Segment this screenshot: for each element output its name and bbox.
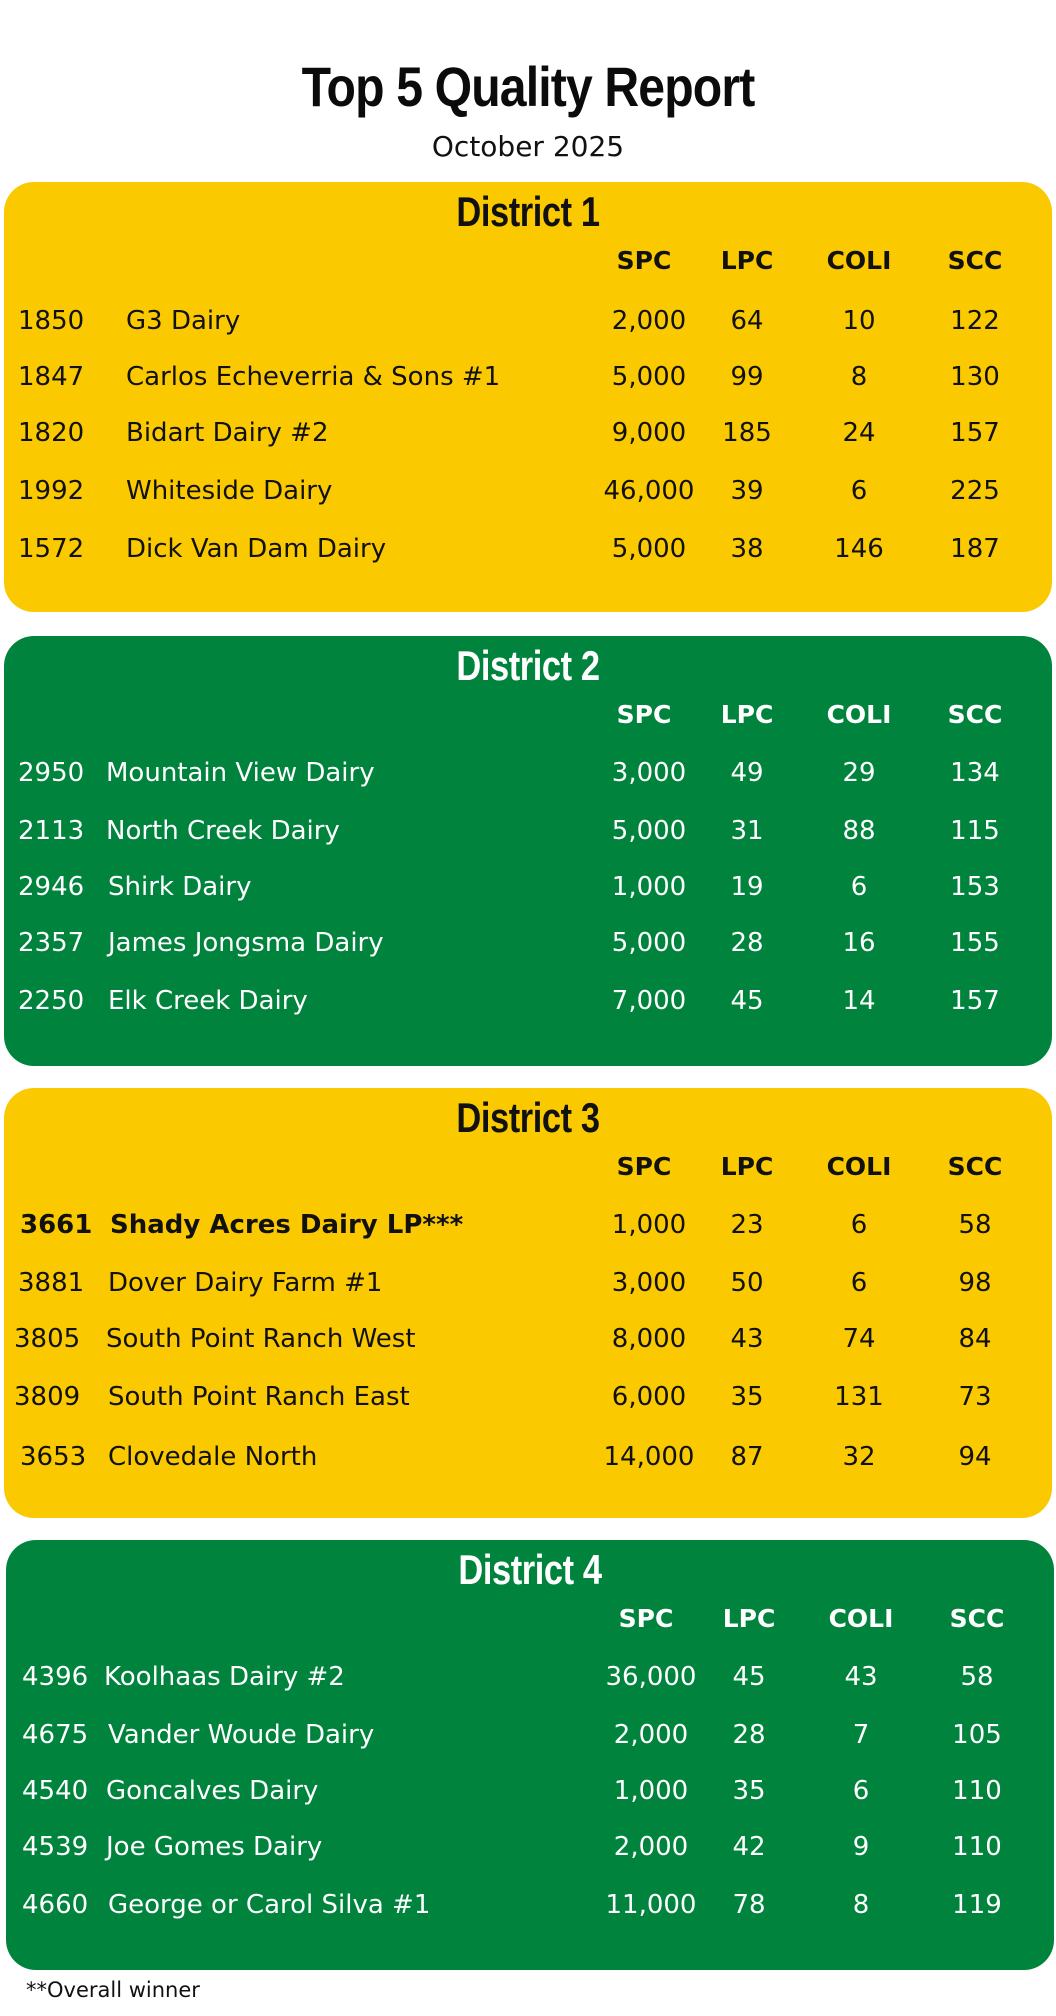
spc-value: 3,000	[611, 758, 687, 788]
lpc-value: 50	[730, 1268, 764, 1298]
dairy-id: 3805	[14, 1324, 81, 1354]
table-row	[4, 362, 1052, 402]
scc-value: 130	[950, 362, 1000, 392]
table-row	[6, 1662, 1054, 1702]
dairy-name: Shady Acres Dairy LP***	[110, 1210, 464, 1240]
dairy-id: 4539	[22, 1832, 89, 1862]
district-4-panel	[6, 1540, 1054, 1970]
scc-value: 134	[950, 758, 1000, 788]
scc-value: 225	[950, 476, 1000, 506]
spc-value: 3,000	[611, 1268, 687, 1298]
table-row	[6, 1890, 1054, 1930]
lpc-value: 39	[730, 476, 764, 506]
dairy-id: 2357	[18, 928, 85, 958]
table-row	[4, 1324, 1052, 1364]
table-row	[4, 1268, 1052, 1308]
report-title: Top 5 Quality Report	[301, 55, 755, 118]
dairy-id: 4675	[22, 1720, 89, 1750]
col-header-spc: SPC	[618, 1604, 674, 1633]
scc-value: 98	[958, 1268, 992, 1298]
dairy-id: 1992	[18, 476, 85, 506]
dairy-id: 2946	[18, 872, 85, 902]
scc-value: 153	[950, 872, 1000, 902]
lpc-value: 64	[730, 306, 764, 336]
lpc-value: 23	[730, 1210, 764, 1240]
lpc-value: 19	[730, 872, 764, 902]
table-row	[4, 1442, 1052, 1482]
dairy-name: Koolhaas Dairy #2	[104, 1662, 345, 1692]
col-header-spc: SPC	[616, 1152, 672, 1181]
lpc-value: 43	[730, 1324, 764, 1354]
district-title: District 2	[456, 642, 600, 689]
table-row	[6, 1776, 1054, 1816]
coli-value: 9	[852, 1832, 870, 1862]
dairy-name: Dick Van Dam Dairy	[126, 534, 387, 564]
dairy-name: North Creek Dairy	[106, 816, 340, 846]
dairy-name: Whiteside Dairy	[126, 476, 333, 506]
dairy-id: 1847	[18, 362, 85, 392]
table-row	[4, 418, 1052, 458]
spc-value: 5,000	[611, 816, 687, 846]
dairy-name: George or Carol Silva #1	[108, 1890, 431, 1920]
spc-value: 14,000	[603, 1442, 695, 1472]
dairy-name: Goncalves Dairy	[106, 1776, 319, 1806]
lpc-value: 78	[732, 1890, 766, 1920]
scc-value: 119	[952, 1890, 1002, 1920]
dairy-name: Shirk Dairy	[108, 872, 252, 902]
coli-value: 88	[842, 816, 876, 846]
spc-value: 1,000	[613, 1776, 689, 1806]
col-header-scc: SCC	[947, 1152, 1003, 1181]
scc-value: 157	[950, 418, 1000, 448]
col-header-lpc: LPC	[722, 1604, 776, 1633]
col-header-coli: COLI	[826, 1152, 892, 1181]
scc-value: 187	[950, 534, 1000, 564]
dairy-name: G3 Dairy	[126, 306, 241, 336]
dairy-id: 4396	[22, 1662, 89, 1692]
spc-value: 2,000	[611, 306, 687, 336]
coli-value: 10	[842, 306, 876, 336]
spc-value: 5,000	[611, 928, 687, 958]
col-header-coli: COLI	[826, 700, 892, 729]
col-header-lpc: LPC	[720, 246, 774, 275]
dairy-name: Joe Gomes Dairy	[106, 1832, 323, 1862]
coli-value: 43	[844, 1662, 878, 1692]
lpc-value: 45	[732, 1662, 766, 1692]
coli-value: 6	[850, 476, 868, 506]
dairy-id: 1820	[18, 418, 85, 448]
report-subtitle: October 2025	[431, 130, 625, 163]
dairy-name: South Point Ranch East	[108, 1382, 410, 1412]
lpc-value: 35	[732, 1776, 766, 1806]
dairy-id: 2113	[18, 816, 85, 846]
dairy-name: James Jongsma Dairy	[108, 928, 384, 958]
dairy-id: 3881	[18, 1268, 85, 1298]
col-header-spc: SPC	[616, 246, 672, 275]
dairy-id: 4660	[22, 1890, 89, 1920]
spc-value: 36,000	[605, 1662, 697, 1692]
table-row	[4, 476, 1052, 516]
dairy-name: Carlos Echeverria & Sons #1	[126, 362, 501, 392]
coli-value: 131	[834, 1382, 884, 1412]
table-row	[4, 816, 1052, 856]
scc-value: 94	[958, 1442, 992, 1472]
col-header-scc: SCC	[947, 246, 1003, 275]
lpc-value: 28	[730, 928, 764, 958]
coli-value: 32	[842, 1442, 876, 1472]
district-2-panel	[4, 636, 1052, 1066]
dairy-id: 1572	[18, 534, 85, 564]
district-3-panel	[4, 1088, 1052, 1518]
district-title: District 4	[458, 1546, 602, 1593]
coli-value: 8	[850, 362, 868, 392]
scc-value: 110	[952, 1832, 1002, 1862]
dairy-name: Elk Creek Dairy	[108, 986, 308, 1016]
lpc-value: 99	[730, 362, 764, 392]
scc-value: 110	[952, 1776, 1002, 1806]
col-header-scc: SCC	[949, 1604, 1005, 1633]
dairy-id: 4540	[22, 1776, 89, 1806]
lpc-value: 31	[730, 816, 764, 846]
spc-value: 5,000	[611, 362, 687, 392]
spc-value: 8,000	[611, 1324, 687, 1354]
coli-value: 74	[842, 1324, 876, 1354]
scc-value: 122	[950, 306, 1000, 336]
coli-value: 146	[834, 534, 884, 564]
spc-value: 2,000	[613, 1832, 689, 1862]
coli-value: 6	[852, 1776, 870, 1806]
scc-value: 58	[958, 1210, 992, 1240]
coli-value: 7	[852, 1720, 870, 1750]
col-header-spc: SPC	[616, 700, 672, 729]
coli-value: 16	[842, 928, 876, 958]
spc-value: 46,000	[603, 476, 695, 506]
spc-value: 6,000	[611, 1382, 687, 1412]
lpc-value: 35	[730, 1382, 764, 1412]
scc-value: 84	[958, 1324, 992, 1354]
col-header-lpc: LPC	[720, 1152, 774, 1181]
dairy-id: 1850	[18, 306, 85, 336]
scc-value: 58	[960, 1662, 994, 1692]
dairy-name: Bidart Dairy #2	[126, 418, 329, 448]
district-title: District 1	[456, 188, 600, 235]
table-row	[4, 758, 1052, 798]
table-row	[4, 928, 1052, 968]
table-row	[4, 872, 1052, 912]
spc-value: 1,000	[611, 1210, 687, 1240]
table-row	[4, 534, 1052, 574]
scc-value: 115	[950, 816, 1000, 846]
district-1-panel	[4, 182, 1052, 612]
spc-value: 5,000	[611, 534, 687, 564]
table-row	[6, 1832, 1054, 1872]
lpc-value: 38	[730, 534, 764, 564]
table-row	[4, 986, 1052, 1026]
col-header-coli: COLI	[826, 246, 892, 275]
spc-value: 7,000	[611, 986, 687, 1016]
dairy-id: 3809	[14, 1382, 81, 1412]
coli-value: 29	[842, 758, 876, 788]
scc-value: 157	[950, 986, 1000, 1016]
lpc-value: 42	[732, 1832, 766, 1862]
lpc-value: 185	[722, 418, 772, 448]
dairy-name: Clovedale North	[108, 1442, 318, 1472]
coli-value: 6	[850, 1268, 868, 1298]
col-header-coli: COLI	[828, 1604, 894, 1633]
coli-value: 6	[850, 1210, 868, 1240]
dairy-name: Mountain View Dairy	[106, 758, 375, 788]
col-header-lpc: LPC	[720, 700, 774, 729]
coli-value: 24	[842, 418, 876, 448]
dairy-name: South Point Ranch West	[106, 1324, 416, 1354]
footnote: **Overall winner	[26, 1978, 200, 2002]
col-header-scc: SCC	[947, 700, 1003, 729]
spc-value: 9,000	[611, 418, 687, 448]
spc-value: 2,000	[613, 1720, 689, 1750]
table-row	[4, 306, 1052, 346]
lpc-value: 49	[730, 758, 764, 788]
coli-value: 6	[850, 872, 868, 902]
table-row	[4, 1382, 1052, 1422]
spc-value: 1,000	[611, 872, 687, 902]
table-row	[6, 1720, 1054, 1760]
lpc-value: 45	[730, 986, 764, 1016]
coli-value: 14	[842, 986, 876, 1016]
scc-value: 105	[952, 1720, 1002, 1750]
dairy-id: 2950	[18, 758, 85, 788]
dairy-name: Dover Dairy Farm #1	[108, 1268, 383, 1298]
lpc-value: 28	[732, 1720, 766, 1750]
dairy-id: 3661	[20, 1210, 93, 1240]
dairy-name: Vander Woude Dairy	[108, 1720, 375, 1750]
lpc-value: 87	[730, 1442, 764, 1472]
dairy-id: 2250	[18, 986, 85, 1016]
district-title: District 3	[456, 1094, 600, 1141]
coli-value: 8	[852, 1890, 870, 1920]
scc-value: 155	[950, 928, 1000, 958]
spc-value: 11,000	[605, 1890, 697, 1920]
scc-value: 73	[958, 1382, 992, 1412]
table-row-winner	[4, 1210, 1052, 1250]
dairy-id: 3653	[20, 1442, 87, 1472]
